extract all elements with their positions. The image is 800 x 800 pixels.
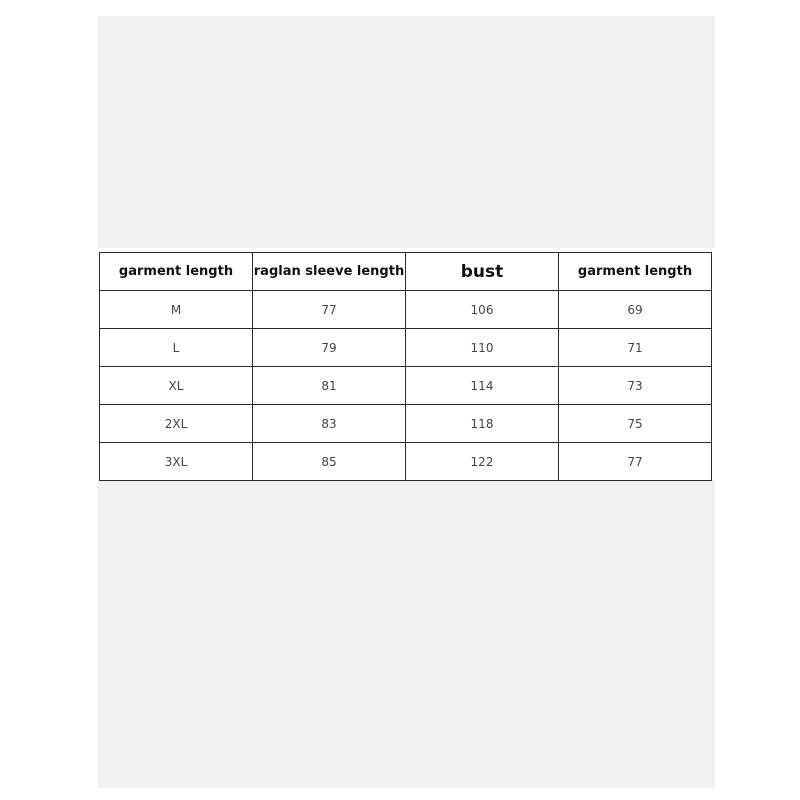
sleeve-cell: 79: [253, 329, 406, 367]
header-cell: garment length: [100, 253, 253, 291]
bust-cell: 114: [406, 367, 559, 405]
header-cell: bust: [406, 253, 559, 291]
length-cell: 77: [559, 443, 712, 481]
table-row: [100, 367, 712, 405]
header-cell: raglan sleeve length: [253, 253, 406, 291]
bust-cell: 118: [406, 405, 559, 443]
size-cell: XL: [100, 367, 253, 405]
bust-cell: 122: [406, 443, 559, 481]
sleeve-cell: 81: [253, 367, 406, 405]
sleeve-cell: 85: [253, 443, 406, 481]
table-row: [100, 329, 712, 367]
table-row: [100, 405, 712, 443]
size-cell: 2XL: [100, 405, 253, 443]
bust-cell: 110: [406, 329, 559, 367]
size-cell: M: [100, 291, 253, 329]
bust-cell: 106: [406, 291, 559, 329]
sleeve-cell: 77: [253, 291, 406, 329]
length-cell: 73: [559, 367, 712, 405]
size-cell: L: [100, 329, 253, 367]
size-chart-table: [99, 252, 712, 481]
table-header-row: [100, 253, 712, 291]
header-cell: garment length: [559, 253, 712, 291]
table-row: [100, 291, 712, 329]
size-cell: 3XL: [100, 443, 253, 481]
sleeve-cell: 83: [253, 405, 406, 443]
table-row: [100, 443, 712, 481]
length-cell: 75: [559, 405, 712, 443]
length-cell: 69: [559, 291, 712, 329]
length-cell: 71: [559, 329, 712, 367]
